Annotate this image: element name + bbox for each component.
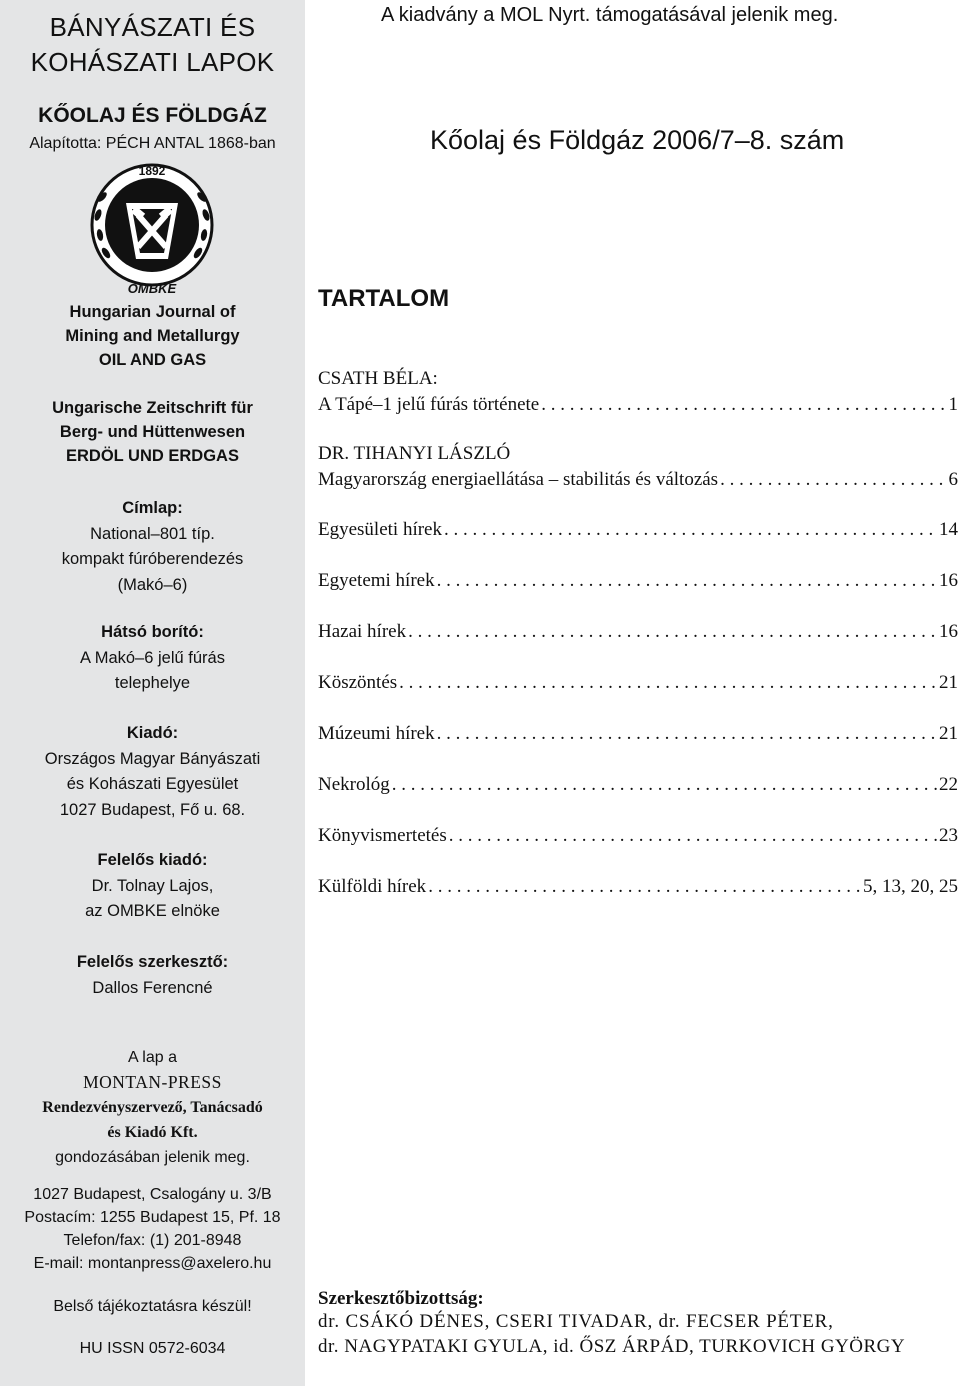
contact-postal: Postacím: 1255 Budapest 15, Pf. 18 (24, 1209, 281, 1226)
toc-page: 5, 13, 20, 25 (863, 876, 958, 897)
publisher-line: 1027 Budapest, Fő u. 68. (59, 800, 246, 819)
toc-entry (318, 721, 958, 747)
journal-title (0, 10, 305, 80)
cover-line: National–801 típ. (90, 524, 215, 543)
toc-page: 23 (939, 825, 958, 846)
responsible-publisher-block (0, 848, 305, 925)
responsible-publisher-line: az OMBKE elnöke (85, 902, 220, 920)
toc-title: Köszöntés (318, 672, 398, 693)
logo-top-text: 1892 (138, 164, 166, 178)
journal-title-line2: KOHÁSZATI LAPOK (30, 47, 275, 77)
toc-entry (318, 366, 958, 418)
toc-entry (318, 772, 958, 798)
german-title-line: ERDÖL UND ERDGAS (66, 447, 239, 465)
editorial-board-line: dr. CSÁKÓ DÉNES, CSERI TIVADAR, dr. FECSER PÉTER, (318, 1311, 834, 1332)
back-cover-line: telephelye (114, 674, 191, 692)
toc-heading: TARTALOM (318, 285, 450, 312)
journal-subtitle: KŐOLAJ ÉS FÖLDGÁZ (38, 104, 267, 127)
ombke-logo-icon (88, 155, 216, 303)
toc-title: A Tápé–1 jelű fúrás története (318, 394, 540, 415)
responsible-publisher-line: Dr. Tolnay Lajos, (91, 876, 214, 895)
publisher-block (0, 721, 305, 823)
toc-entry (318, 619, 958, 645)
toc-title: Magyarország energiaellátása – stabilitás és változás (318, 469, 719, 490)
toc-entry (318, 670, 958, 696)
toc-entry (318, 823, 958, 849)
press-line: és Kiadó Kft. (107, 1124, 198, 1141)
toc-entry (318, 517, 958, 543)
toc-page: 6 (948, 469, 958, 490)
toc-entry (318, 568, 958, 594)
journal-title-line1: BÁNYÁSZATI ÉS (49, 12, 256, 42)
founder-line: Alapította: PÉCH ANTAL 1868-ban (29, 135, 276, 152)
press-company-name: MONTAN-PRESS (83, 1072, 222, 1092)
english-title-line: OIL AND GAS (98, 351, 207, 369)
english-title-line: Hungarian Journal of (69, 303, 236, 321)
toc-page: 21 (939, 723, 958, 744)
toc-title: Egyesületi hírek (318, 519, 442, 540)
cover-label: Címlap: (122, 499, 183, 517)
toc-entry (318, 874, 958, 900)
german-title-line: Ungarische Zeitschrift für (52, 399, 253, 417)
contact-block (0, 1183, 305, 1275)
editorial-board-title: Szerkesztőbizottság: (318, 1288, 484, 1309)
contact-email: E-mail: montanpress@axelero.hu (33, 1255, 272, 1272)
toc-page: 22 (939, 774, 958, 795)
back-cover-block (0, 620, 305, 697)
toc-author: CSATH BÉLA: (318, 368, 438, 389)
toc-entry (318, 441, 958, 493)
press-line: gondozásában jelenik meg. (55, 1149, 250, 1166)
editor-label: Felelős szerkesztő: (76, 953, 229, 971)
editor-name: Dallos Ferencné (92, 978, 213, 997)
contact-address: 1027 Budapest, Csalogány u. 3/B (33, 1186, 272, 1203)
support-note: A kiadvány a MOL Nyrt. támogatásával jelenik meg. (381, 4, 839, 26)
issue-title: Kőolaj és Földgáz 2006/7–8. szám (430, 125, 845, 155)
german-title-line: Berg- und Hüttenwesen (59, 423, 246, 441)
press-line: A lap a (128, 1049, 177, 1066)
editor-block (0, 950, 305, 1001)
cover-line: kompakt fúróberendezés (61, 550, 244, 568)
contact-phone: Telefon/fax: (1) 201-8948 (63, 1232, 242, 1249)
toc-page: 14 (939, 519, 958, 540)
editorial-board-line: dr. NAGYPATAKI GYULA, id. ŐSZ ÁRPÁD, TURKOVICH GYÖRGY (318, 1336, 906, 1357)
responsible-publisher-label: Felelős kiadó: (97, 851, 208, 869)
logo-bottom-text: OMBKE (127, 281, 177, 296)
toc-title: Egyetemi hírek (318, 570, 435, 591)
german-title-block (0, 396, 305, 468)
toc-author: DR. TIHANYI LÁSZLÓ (318, 443, 511, 464)
toc-title: Nekrológ (318, 774, 390, 795)
toc-page: 16 (939, 621, 958, 642)
internal-note: Belső tájékoztatásra készül! (53, 1298, 252, 1315)
back-cover-line: A Makó–6 jelű fúrás (80, 648, 225, 667)
toc-page: 21 (939, 672, 958, 693)
publisher-line: és Kohászati Egyesület (66, 775, 239, 793)
toc-title: Külföldi hírek (318, 876, 427, 897)
english-title-block (0, 300, 305, 372)
toc-page: 1 (948, 394, 958, 415)
english-title-line: Mining and Metallurgy (65, 327, 240, 345)
toc-title: Hazai hírek (318, 621, 407, 642)
press-line: Rendezvényszervező, Tanácsadó (42, 1099, 263, 1116)
toc-page: 16 (939, 570, 958, 591)
toc-title: Könyvismertetés (318, 825, 447, 846)
press-block (0, 1045, 305, 1170)
cover-block (0, 496, 305, 598)
cover-line: (Makó–6) (117, 575, 188, 594)
publisher-label: Kiadó: (126, 724, 179, 742)
back-cover-label: Hátsó borító: (101, 623, 204, 641)
issn: HU ISSN 0572-6034 (79, 1340, 226, 1357)
toc-title: Múzeumi hírek (318, 723, 435, 744)
publisher-line: Országos Magyar Bányászati (44, 749, 261, 768)
